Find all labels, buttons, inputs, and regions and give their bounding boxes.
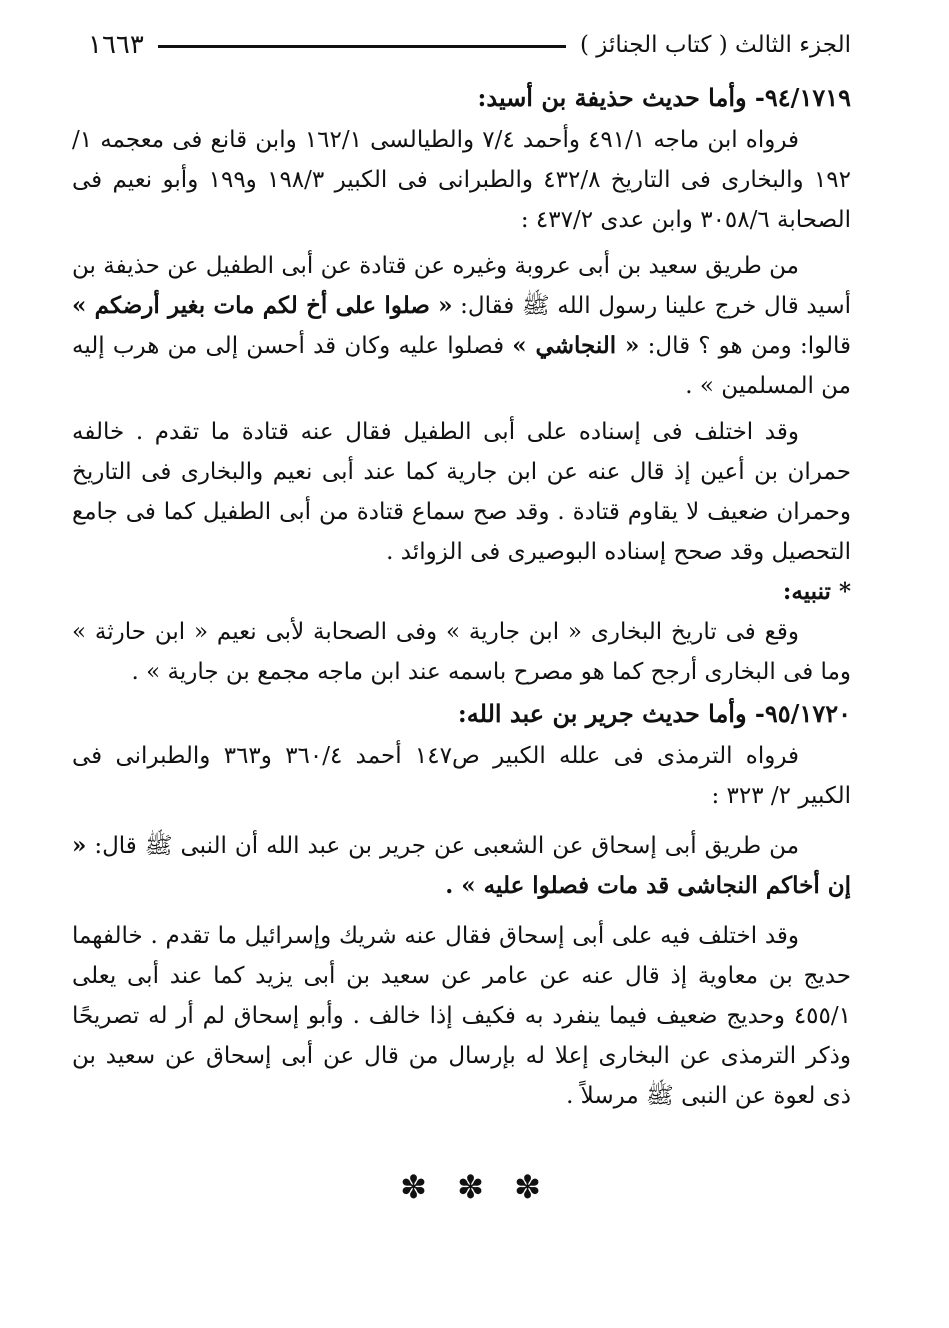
isnad-paragraph-2: [72, 826, 851, 906]
isnad-text-a: من طريق سعيد بن أبى عروبة وغيره عن قتادة عن أبى الطفيل عن حذيفة بن أسيد قال خرج علينا رسول الله ﷺ فقال:: [72, 253, 851, 319]
running-title: الجزء الثالث ( كتاب الجنائز ): [579, 32, 851, 58]
spacer: [72, 816, 851, 826]
isnad-text-2a: من طريق أبى إسحاق عن الشعبى عن جرير بن عبد الله أن النبى ﷺ قال:: [94, 833, 800, 859]
isnad-paragraph-1: [72, 246, 851, 406]
note-paragraph: وقع فى تاريخ البخارى « ابن جارية » وفى الصحابة لأبى نعيم « ابن حارثة » وما فى البخارى أرجح كما هو مصرح باسمه عند ابن ماجه مجمع بن جارية » .: [72, 619, 851, 685]
header-rule: [158, 45, 566, 48]
note-heading: * تنبيه:: [782, 578, 851, 605]
isnad-text-c: فصلوا عليه وكان قد أحسن إلى من هرب إليه من المسلمين » .: [72, 333, 851, 399]
hadith-quote-2: « النجاشي »: [512, 332, 640, 359]
isnad-text-b: قالوا: ومن هو ؟ قال:: [647, 333, 852, 359]
takhrij-paragraph-1: فرواه ابن ماجه ٤٩١/١ وأحمد ٧/٤ والطيالسى ١٦٢/١ وابن قانع فى معجمه ١/ ١٩٢ والبخارى فى التاريخ ٤٣٢/٨ والطبرانى فى الكبير ١٩٨/٣ و١٩٩ وأبو نعيم فى الصحابة ٣٠٥٨/٦ وابن عدى ٤٣٧/٢ :: [72, 127, 852, 233]
flower-ornament-icon: ✽: [514, 1168, 549, 1206]
flower-ornament-icon: ✽: [457, 1168, 492, 1206]
flower-ornament-icon: ✽: [400, 1168, 435, 1206]
takhrij-paragraph-2: فرواه الترمذى فى علله الكبير ص١٤٧ أحمد ٣٦٠/٤ و٣٦٣ والطبرانى فى الكبير ٢/ ٣٢٣ :: [72, 743, 851, 809]
section-end-ornament: [0, 1168, 949, 1206]
illa-paragraph-1: وقد اختلف فى إسناده على أبى الطفيل فقال عنه قتادة ما تقدم . خالفه حمران بن أعين إذ قال عنه عن ابن جارية كما عند أبى نعيم والبخارى فى التاريخ وحمران ضعيف لا يقاوم قتادة . وقد صح سماع قتادة من أبى الطفيل كما فى جامع التحصيل وقد صحح إسناده البوصيرى فى الزوائد .: [72, 419, 851, 565]
hadith-heading-1720: ٩٥/١٧٢٠- وأما حديث جرير بن عبد الله:: [457, 699, 851, 728]
hadith-quote-1: « صلوا على أخ لكم مات بغير أرضكم »: [72, 292, 453, 319]
illa-paragraph-2: وقد اختلف فيه على أبى إسحاق فقال عنه شريك وإسرائيل ما تقدم . خالفهما حديج بن معاوية إذ قال عنه عن عامر عن سعيد بن أبى يزيد كما عند أبى يعلى ٤٥٥/١ وحديج ضعيف فيما ينفرد به فكيف إذا خالف . وأبو إسحاق لم أر له تصريحًا وذكر الترمذى عن البخارى إعلا له بإرسال من قال عن أبى إسحاق عن سعيد بن ذى لعوة عن النبى ﷺ مرسلاً .: [72, 923, 851, 1109]
page-header: [88, 26, 851, 64]
page-number: ١٦٦٣: [88, 30, 144, 60]
hadith-quote-3: « إن أخاكم النجاشى قد مات فصلوا عليه » .: [72, 832, 851, 899]
hadith-heading-1719: ٩٤/١٧١٩- وأما حديث حذيفة بن أسيد:: [477, 83, 851, 112]
spacer: [72, 906, 851, 916]
page-content: [72, 76, 851, 1116]
